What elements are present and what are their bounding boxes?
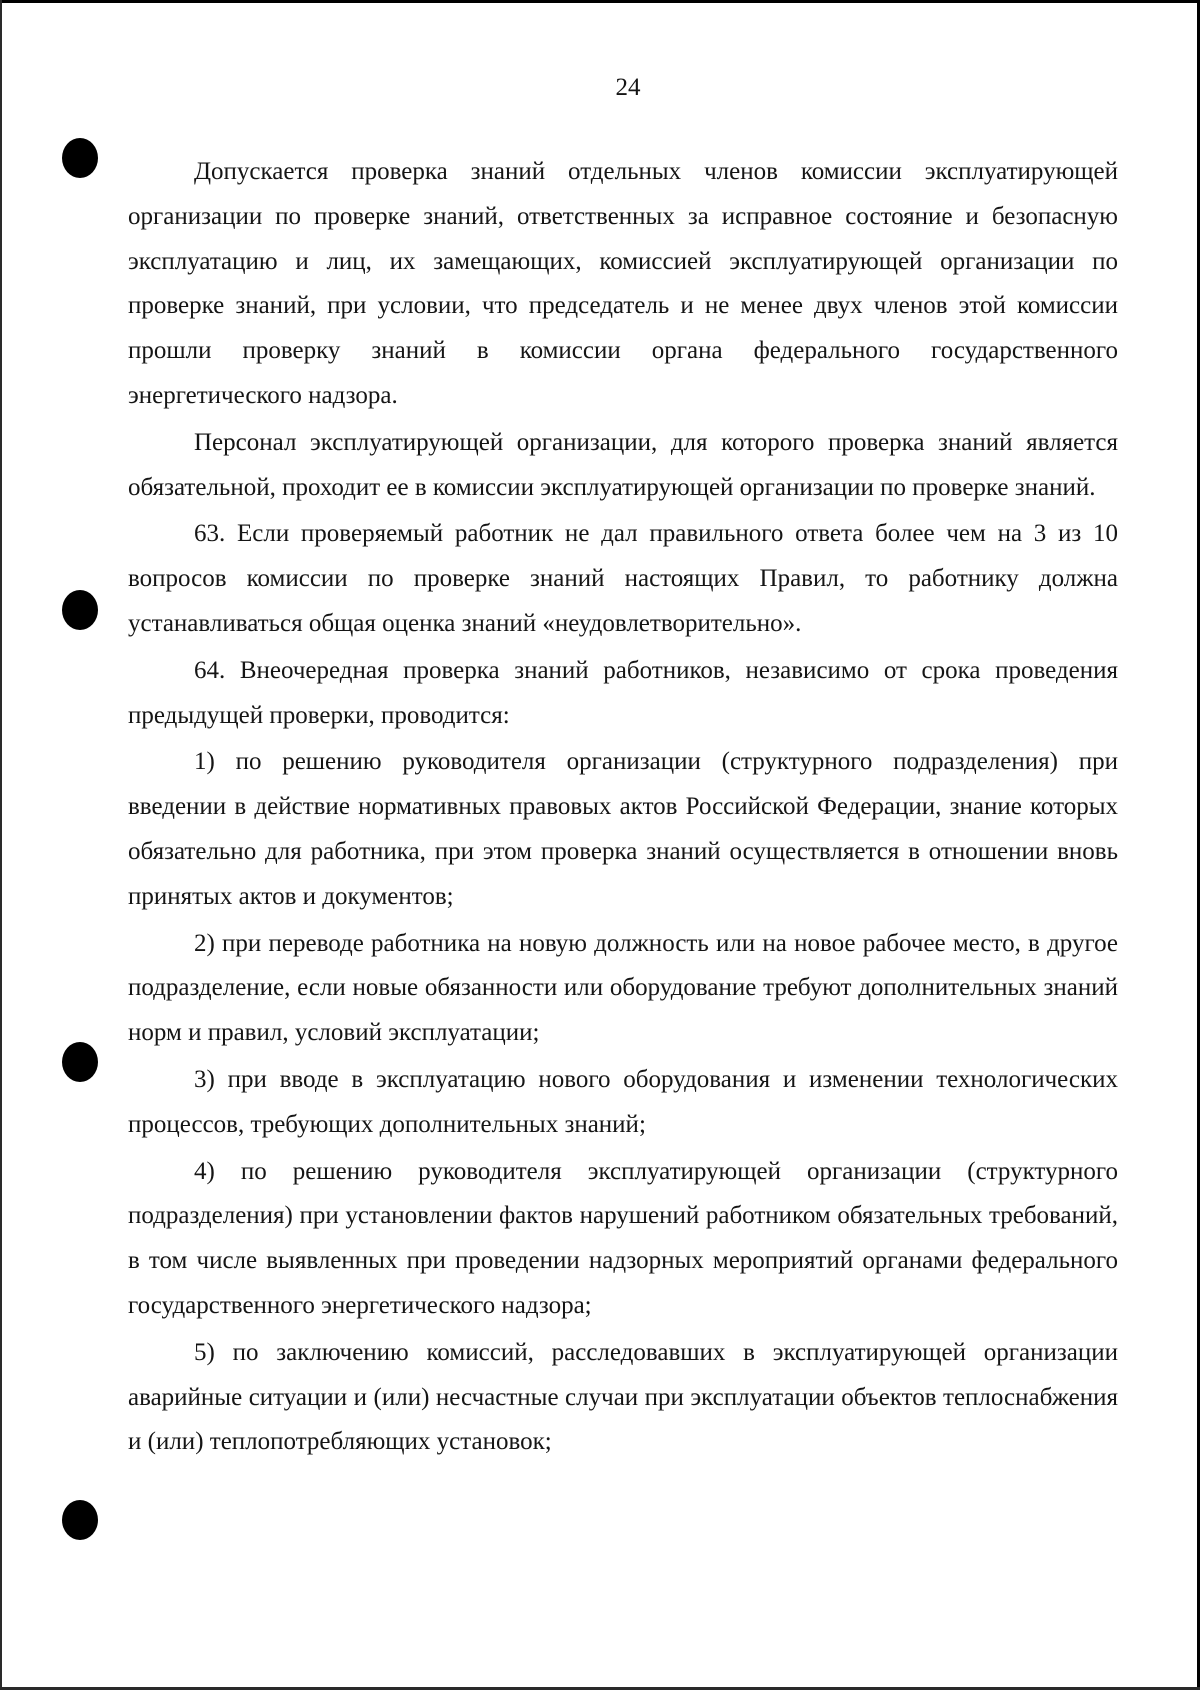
list-item-4: 4) по решению руководителя эксплуатирующей организации (структурного подразделения) при установлении фактов нарушений работником обязательных требований, в том числе выявленных при проведении надзорных мероприятий органами федерального государственного энергетического надзора; <box>128 1157 1118 1319</box>
punch-hole-mark <box>62 590 98 630</box>
scan-border-top <box>0 0 1200 3</box>
list-item-2: 2) при переводе работника на новую должность или на новое рабочее место, в другое подразделение, если новые обязанности или оборудование требуют дополнительных знаний норм и правил, условий эксплуатации; <box>128 929 1118 1047</box>
paragraph-knowledge-check-commission: Допускается проверка знаний отдельных членов комиссии эксплуатирующей организации по проверке знаний, ответственных за исправное состояние и безопасную эксплуатацию и лиц, их замещающих, комиссией эксплуатирующей организации по проверке знаний, при условии, что председатель и не менее двух членов этой комиссии прошли проверку знаний в комиссии органа федерального государственного энергетического надзора. <box>128 158 1118 409</box>
paragraph-63: 63. Если проверяемый работник не дал правильного ответа более чем на 3 из 10 вопросов комиссии по проверке знаний настоящих Правил, то работнику должна устанавливаться общая оценка знаний «неудовлетворительно». <box>128 520 1118 637</box>
list-item-1: 1) по решению руководителя организации (структурного подразделения) при введении в действие нормативных правовых актов Российской Федерации, знание которых обязательно для работника, при этом проверка знаний осуществляется в отношении вновь принятых актов и документов; <box>128 748 1118 910</box>
list-item-5: 5) по заключению комиссий, расследовавших в эксплуатирующей организации аварийные ситуации и (или) несчастные случаи при эксплуатации объектов теплоснабжения и (или) теплопотребляющих установок; <box>128 1338 1118 1456</box>
page-number: 24 <box>615 74 641 101</box>
punch-hole-mark <box>62 1500 98 1540</box>
scan-border-left <box>0 0 2 1690</box>
document-body <box>128 150 1118 1465</box>
paragraph-64: 64. Внеочередная проверка знаний работников, независимо от срока проведения предыдущей проверки, проводится: <box>128 656 1118 729</box>
punch-hole-mark <box>62 138 98 178</box>
list-item-3: 3) при вводе в эксплуатацию нового оборудования и изменении технологических процессов, требующих дополнительных знаний; <box>128 1065 1118 1138</box>
paragraph-personnel: Персонал эксплуатирующей организации, для которого проверка знаний является обязательной, проходит ее в комиссии эксплуатирующей организации по проверке знаний. <box>128 428 1118 501</box>
punch-hole-mark <box>62 1042 98 1082</box>
